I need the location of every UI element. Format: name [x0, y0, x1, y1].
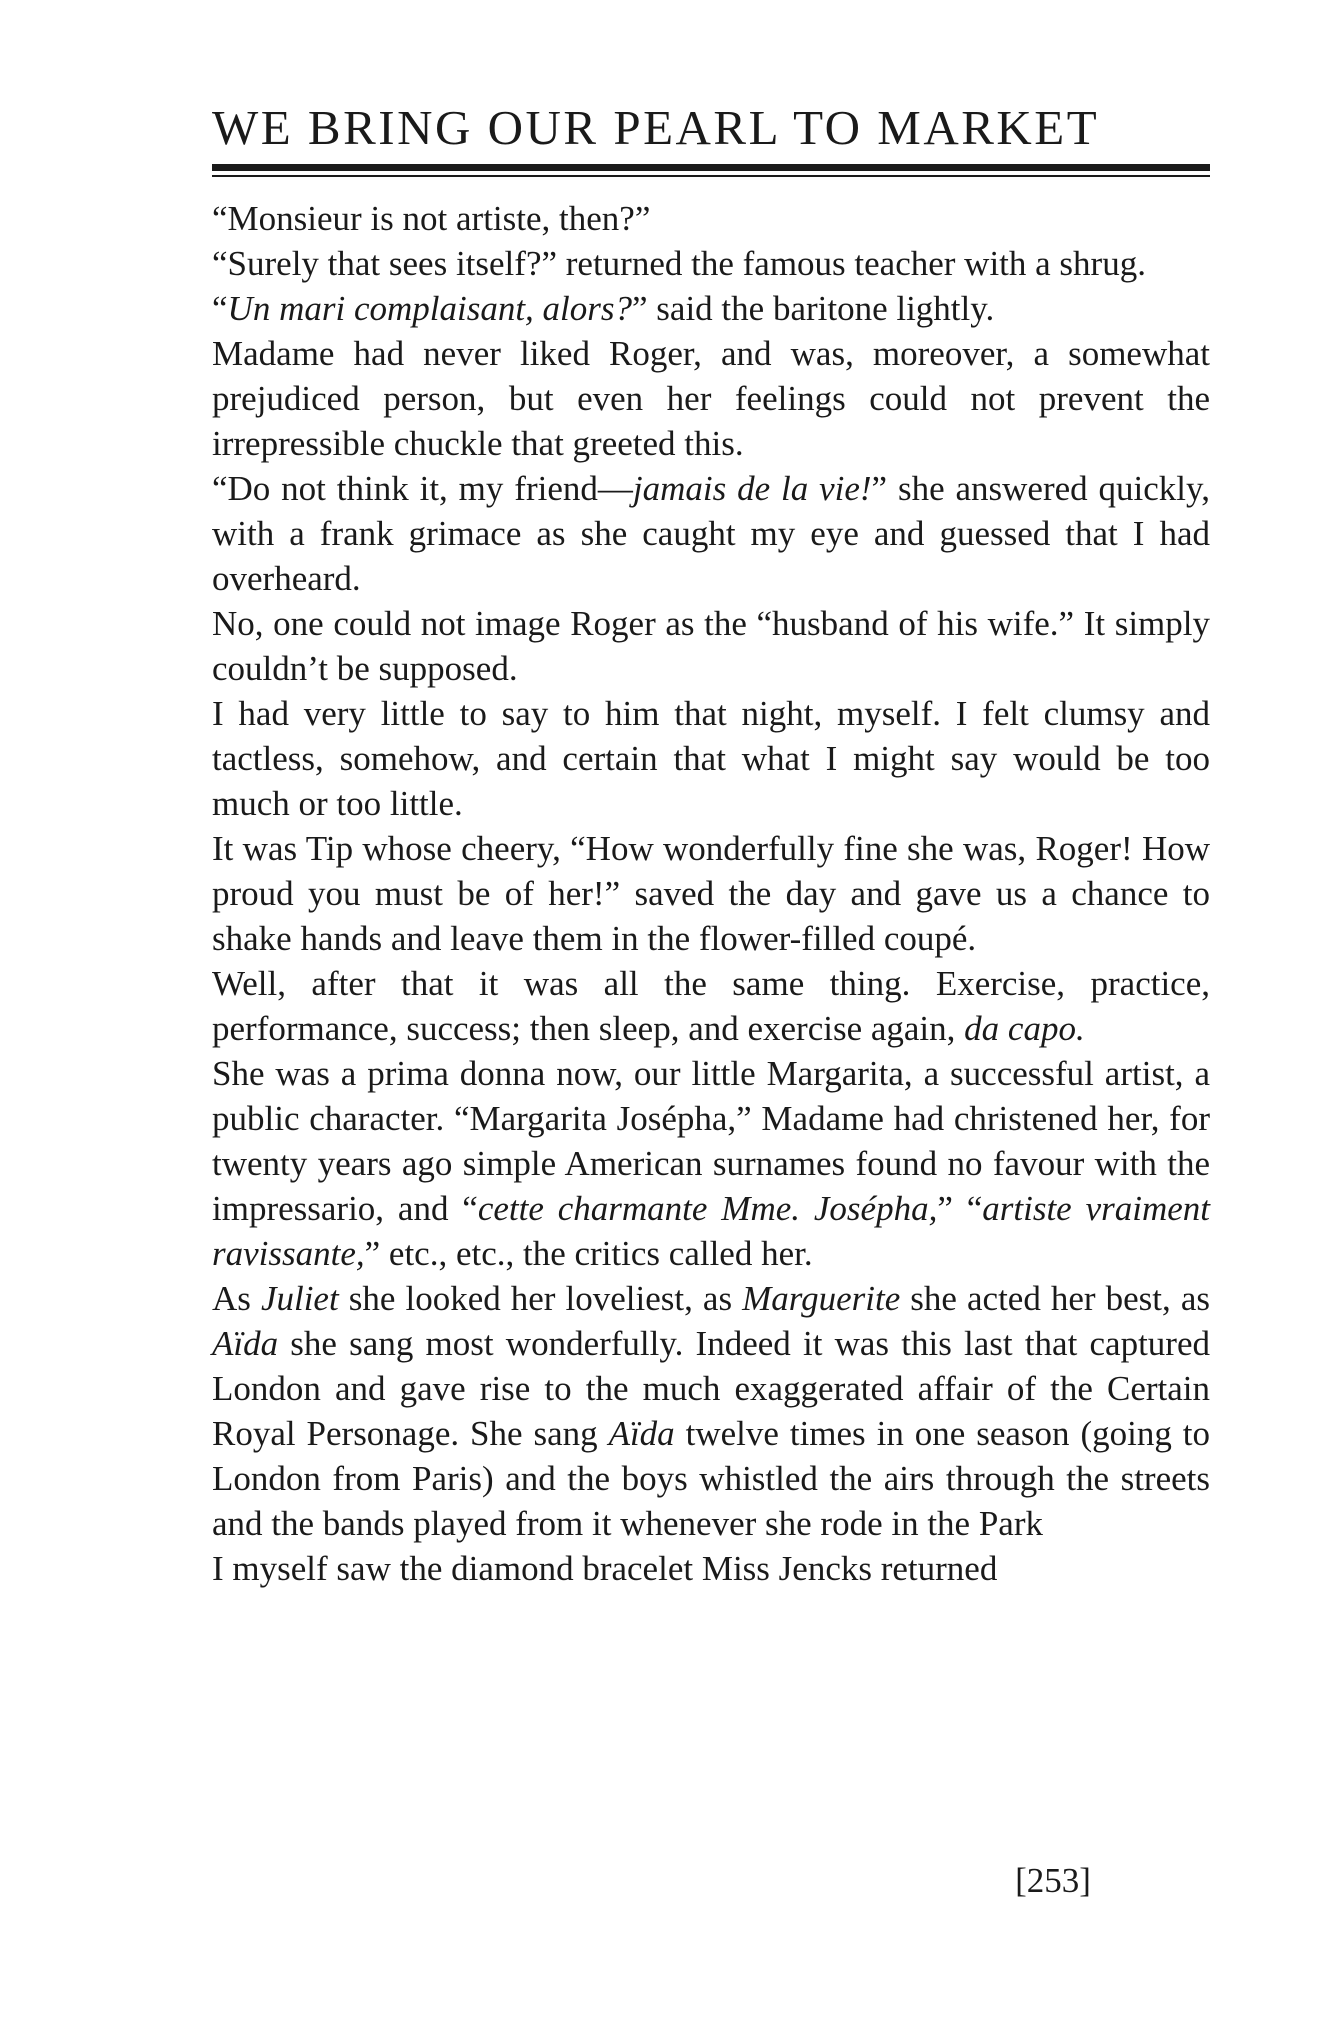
header-rule-thin — [212, 175, 1210, 177]
text-span: she acted her best, as — [900, 1279, 1210, 1318]
italic-span: jamais de la vie! — [632, 469, 872, 508]
text-span: Madame had never liked Roger, and was, moreover, a somewhat prejudiced person, but even her feelings could not prevent the irrepressible chuckle that greeted this. — [212, 334, 1210, 463]
text-span: “ — [212, 289, 228, 328]
italic-span: Aïda — [212, 1324, 279, 1363]
text-span: She was a prima donna now, our little Margarita, a successful artist, a public character. “Margarita Josépha,” Madame had christened her, for twenty years ago simple American surnames found no favour with the impressario, and “ — [212, 1054, 1210, 1228]
italic-span: artiste vraiment ravissante, — [212, 1189, 1210, 1273]
italic-span: Marguerite — [742, 1279, 901, 1318]
paragraph — [212, 196, 1210, 241]
text-span: “Do not think it, my friend— — [212, 469, 633, 508]
text-span: “Surely that sees itself?” returned the famous teacher with a shrug. — [212, 244, 1146, 283]
italic-span: cette charmante Mme. Josépha, — [477, 1189, 938, 1228]
text-span: It was Tip whose cheery, “How wonderfully fine she was, Roger! How proud you must be of her!” saved the day and gave us a chance to shake hands and leave them in the flower-filled coupé. — [212, 829, 1210, 958]
text-span: she looked her loveliest, as — [338, 1279, 743, 1318]
paragraph — [212, 1276, 1210, 1546]
text-span: I myself saw the diamond bracelet Miss Jencks returned — [212, 1549, 998, 1588]
text-span: ” “ — [937, 1189, 983, 1228]
page-number: [253] — [1015, 1861, 1091, 1900]
text-span: ” etc., etc., the critics called her. — [364, 1234, 813, 1273]
text-span: “Monsieur is not artiste, then?” — [212, 199, 651, 238]
text-span: I had very little to say to him that night, myself. I felt clumsy and tactless, somehow, and certain that what I might say would be too much or too little. — [212, 694, 1210, 823]
paragraph — [212, 826, 1210, 961]
paragraph — [212, 241, 1210, 286]
italic-span: Aïda — [608, 1414, 675, 1453]
italic-span: Juliet — [260, 1279, 339, 1318]
paragraph — [212, 601, 1210, 691]
text-span: Well, after that it was all the same thing. Exercise, practice, performance, success; then sleep, and exercise again, — [212, 964, 1210, 1048]
paragraph — [212, 691, 1210, 826]
paragraph — [212, 1051, 1210, 1276]
paragraph — [212, 466, 1210, 601]
text-span: she sang most wonderfully. Indeed it was this last that captured London and gave rise to the much exaggerated affair of the Certain Royal Personage. She sang — [212, 1324, 1210, 1453]
header-rule-thick — [212, 164, 1210, 171]
paragraph — [212, 286, 1210, 331]
running-title: WE BRING OUR PEARL TO MARKET — [212, 100, 1100, 155]
paragraph — [212, 961, 1210, 1051]
text-span: No, one could not image Roger as the “husband of his wife.” It simply couldn’t be supposed. — [212, 604, 1210, 688]
italic-span: da capo. — [964, 1009, 1085, 1048]
italic-span: Un mari complaisant, alors? — [227, 289, 633, 328]
text-span: twelve times in one season (going to London from Paris) and the boys whistled the airs through the streets and the bands played from it whenever she rode in the Park — [212, 1414, 1210, 1543]
text-span: ” she answered quickly, with a frank grimace as she caught my eye and guessed that I had overheard. — [212, 469, 1210, 598]
paragraph — [212, 331, 1210, 466]
text-span: As — [212, 1279, 261, 1318]
text-span: ” said the baritone lightly. — [632, 289, 995, 328]
body-text — [212, 196, 1210, 1591]
paragraph — [212, 1546, 1210, 1591]
